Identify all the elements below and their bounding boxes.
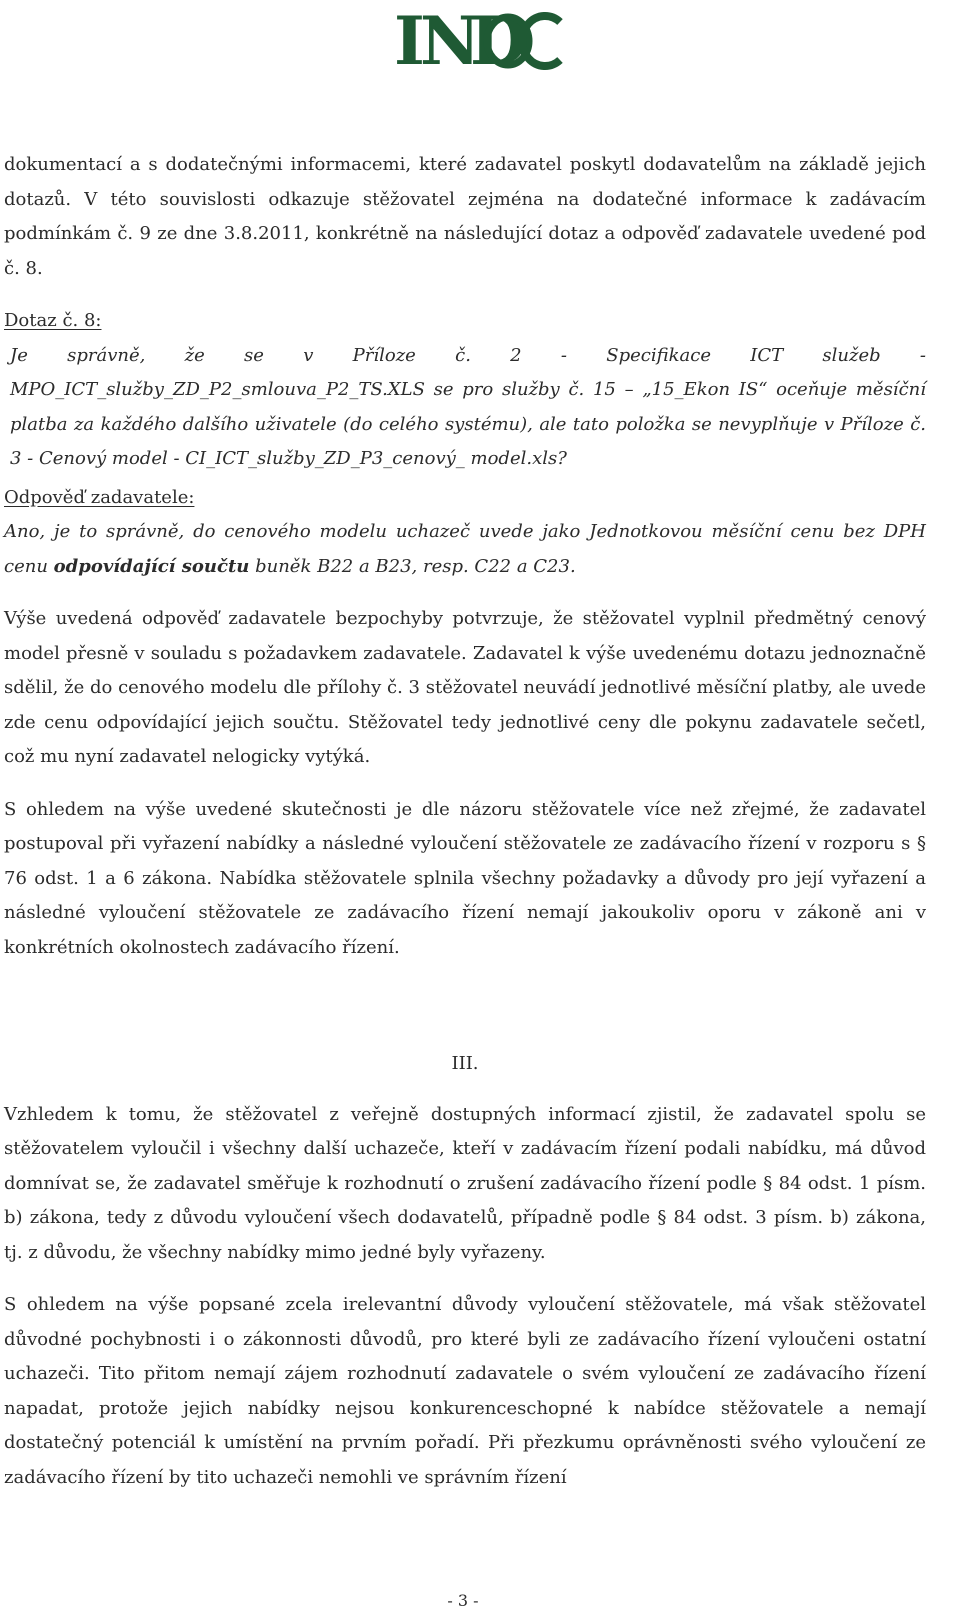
indoc-logo <box>0 0 960 80</box>
svg-text:I: I <box>394 2 425 74</box>
page-number: - 3 - <box>447 1591 479 1610</box>
answer-text-part-2: buněk B22 a B23, resp. C22 a C23. <box>249 555 576 577</box>
document-body <box>4 148 926 1495</box>
answer-heading: Odpověď zadavatele: <box>4 486 195 508</box>
paragraph-conclusion: S ohledem na výše uvedené skutečnosti je dle názoru stěžovatele více než zřejmé, že zadavatel postupoval při vyřazení nabídky a následné vyloučení stěžovatele ze zadávacího řízení v rozporu s § 76 odst. 1 a 6 zákona. Nabídka stěžovatele splnila všechny požadavky a důvody pro její vyřazení a následné vyloučení stěžovatele ze zadávacího řízení nemají jakoukoliv oporu v zákoně ani v konkrétních okolnostech zadávacího řízení. <box>4 798 926 958</box>
paragraph-intro: dokumentací a s dodatečnými informacemi, které zadavatel poskytl dodavatelům na základě jejich dotazů. V této souvislosti odkazuje stěžovatel zejména na dodatečné informace k zadávacím podmínkám č. 9 ze dne 3.8.2011, konkrétně na následující dotaz a odpověď zadavatele uvedené pod č. 8. <box>4 154 926 279</box>
section-numeral: III. <box>451 1053 479 1074</box>
question-text: Je správně, že se v Příloze č. 2 - Specifikace ICT služeb - MPO_ICT_služby_ZD_P2_smlouva_P2_TS.XLS se pro služby č. 15 – „15_Ekon IS“ oceňuje měsíční platba za každého dalšího uživatele (do celého systému), ale tato položka se nevyplňuje v Příloze č. 3 - Cenový model - CI_ICT_služby_ZD_P3_cenový_ model.xls? <box>10 344 926 469</box>
answer-text-part-1: Ano, je to správně, do cenového modelu uchazeč uvede jako Jednotkovou měsíční cenu bez DPH cenu <box>4 521 926 577</box>
question-heading-line <box>4 304 926 339</box>
svg-text:N: N <box>420 2 481 74</box>
svg-text:D: D <box>470 2 528 74</box>
answer-heading-line <box>4 481 926 516</box>
answer-text-bold: odpovídající součtu <box>53 555 250 577</box>
paragraph-other-applicants: S ohledem na výše popsané zcela irelevantní důvody vyloučení stěžovatele, má však stěžovatel důvodné pochybnosti i o zákonnosti důvodů, pro které byli ze zadávacího řízení vyloučeni ostatní uchazeči. Tito přitom nemají zájem rozhodnutí zadavatele o svém vyloučení ze zadávacího řízení napadat, protože jejich nabídky nejsou konkurenceschopné k nabídce stěžovatele a nemají dostatečný potenciál k umístění na prvním pořadí. Při přezkumu oprávněnosti svého vyloučení ze zadávacího řízení by tito uchazeči nemohli ve správním řízení <box>4 1294 926 1488</box>
paragraph-confirmation: Výše uvedená odpověď zadavatele bezpochyby potvrzuje, že stěžovatel vyplnil předmětný cenový model přesně v souladu s požadavkem zadavatele. Zadavatel k výše uvedenému dotazu jednoznačně sdělil, že do cenového modelu dle přílohy č. 3 stěžovatel neuvádí jednotlivé měsíční platby, ale uvede zde cenu odpovídající jejich součtu. Stěžovatel tedy jednotlivé ceny dle pokynu zadavatele sečetl, což mu nyní zadavatel nelogicky vytýká. <box>4 608 926 767</box>
answer-text <box>4 515 926 584</box>
question-heading: Dotaz č. 8: <box>4 310 102 331</box>
indoc-logo-icon <box>390 0 570 74</box>
paragraph-cancellation: Vzhledem k tomu, že stěžovatel z veřejně dostupných informací zjistil, že zadavatel spolu se stěžovatelem vyloučil i všechny další uchazeče, kteří v zadávacím řízení podali nabídku, má důvod domnívat se, že zadavatel směřuje k rozhodnutí o zrušení zadávacího řízení podle § 84 odst. 1 písm. b) zákona, tedy z důvodu vyloučení všech dodavatelů, případně podle § 84 odst. 3 písm. b) zákona, tj. z důvodu, že všechny nabídky mimo jedné byly vyřazeny. <box>4 1103 926 1263</box>
